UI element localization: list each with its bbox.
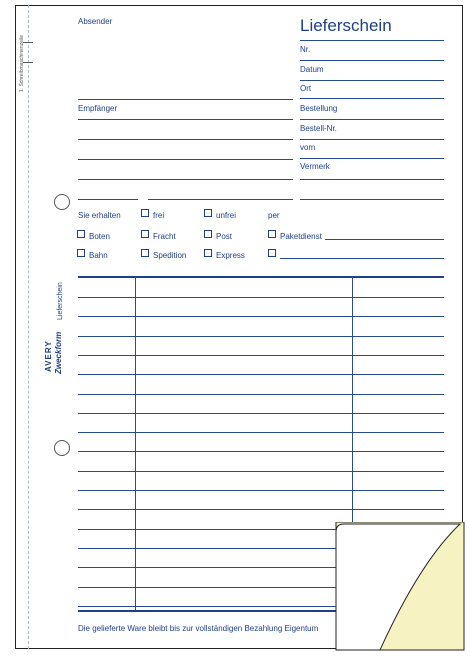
field-remark-label: Vermerk — [300, 162, 330, 171]
checkbox-express[interactable] — [204, 249, 212, 257]
table-row[interactable] — [78, 413, 444, 414]
checkbox-paketdienst[interactable] — [268, 230, 276, 238]
field-place-label: Ort — [300, 84, 312, 93]
table-row[interactable] — [78, 316, 444, 317]
recipient-line-2[interactable] — [78, 139, 293, 140]
per-label: per — [268, 211, 280, 220]
checkbox-bahn[interactable] — [77, 249, 85, 257]
recipient-line-1[interactable] — [78, 119, 293, 120]
field-date-line[interactable] — [300, 80, 444, 81]
table-row[interactable] — [78, 451, 444, 452]
field-order-number-label: Bestell-Nr. — [300, 124, 337, 133]
table-row[interactable] — [78, 509, 444, 510]
checkbox-fracht[interactable] — [141, 230, 149, 238]
typewriter-line-note: 1. Schreibmaschinenzeile — [19, 35, 25, 92]
ownership-notice: Die gelieferte Ware bleibt bis zur vollständigen Bezahlung Eigentum — [78, 624, 319, 633]
field-remark-line[interactable] — [300, 179, 444, 180]
table-row[interactable] — [78, 394, 444, 395]
recipient-label: Empfänger — [78, 104, 118, 113]
paketdienst-line[interactable] — [325, 239, 444, 240]
field-number-label: Nr. — [300, 45, 311, 54]
form-title: Lieferschein — [300, 16, 392, 35]
option-fracht-label: Fracht — [153, 232, 176, 241]
table-row[interactable] — [78, 490, 444, 491]
checkbox-other[interactable] — [268, 249, 276, 257]
punch-hole-top — [54, 194, 70, 210]
brand-logo-zweckform: Zweckform — [54, 331, 63, 374]
checkbox-boten[interactable] — [77, 230, 85, 238]
table-row[interactable] — [78, 374, 444, 375]
sender-label: Absender — [78, 17, 113, 26]
option-unfrei-label: unfrei — [216, 211, 237, 220]
title-underline — [300, 40, 444, 41]
field-order-date-line[interactable] — [300, 158, 444, 159]
punch-hole-bottom — [54, 440, 70, 456]
option-post-label: Post — [216, 232, 233, 241]
checkbox-spedition[interactable] — [141, 249, 149, 257]
checkbox-post[interactable] — [204, 230, 212, 238]
field-date-label: Datum — [300, 65, 324, 74]
option-express-label: Express — [216, 251, 245, 260]
field-order-number-line[interactable] — [300, 139, 444, 140]
perforation-line — [28, 5, 29, 649]
field-remark-line-2[interactable] — [300, 199, 444, 200]
recipient-line-4[interactable] — [78, 179, 293, 180]
sender-line[interactable] — [78, 99, 293, 100]
folded-corner — [330, 522, 470, 656]
received-label: Sie erhalten — [78, 211, 121, 220]
recipient-line-5b[interactable] — [148, 199, 293, 200]
table-row[interactable] — [78, 432, 444, 433]
checkbox-unfrei[interactable] — [204, 209, 212, 217]
other-shipping-line[interactable] — [280, 258, 444, 259]
option-boten-label: Boten — [89, 232, 110, 241]
table-top-rule — [78, 276, 444, 278]
recipient-line-3[interactable] — [78, 159, 293, 160]
field-place-line[interactable] — [300, 98, 444, 99]
brand-logo-avery: AVERY — [44, 340, 53, 372]
field-order-label: Bestellung — [300, 104, 338, 113]
option-paketdienst-label: Paketdienst — [280, 232, 322, 241]
checkbox-frei[interactable] — [141, 209, 149, 217]
recipient-line-5a[interactable] — [78, 199, 138, 200]
table-row[interactable] — [78, 471, 444, 472]
table-row[interactable] — [78, 336, 444, 337]
option-spedition-label: Spedition — [153, 251, 187, 260]
side-title: Lieferschein — [57, 282, 64, 320]
option-frei-label: frei — [153, 211, 165, 220]
table-column-divider-1 — [135, 277, 136, 610]
field-number-line[interactable] — [300, 60, 444, 61]
table-row[interactable] — [78, 297, 444, 298]
option-bahn-label: Bahn — [89, 251, 108, 260]
field-order-date-label: vom — [300, 143, 316, 152]
table-row[interactable] — [78, 355, 444, 356]
field-order-line[interactable] — [300, 119, 444, 120]
